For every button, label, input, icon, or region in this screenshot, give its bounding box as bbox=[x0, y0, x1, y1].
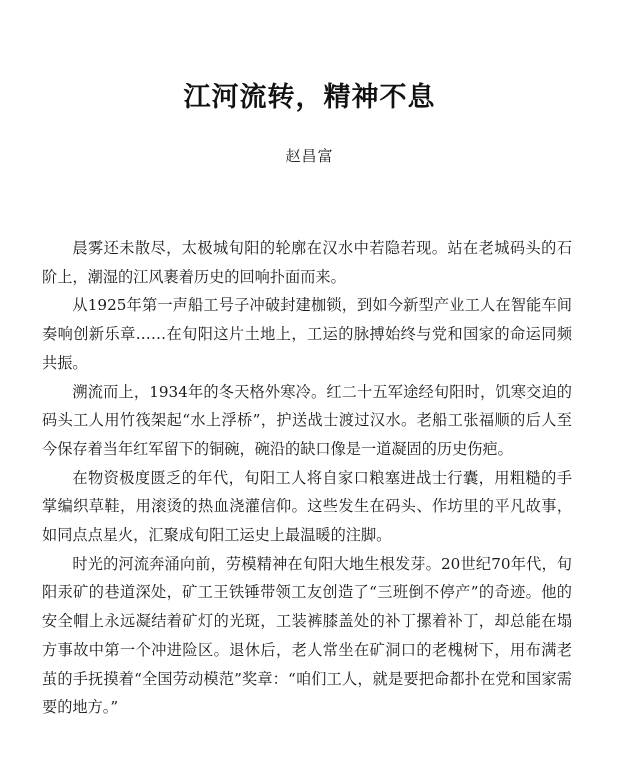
paragraph: 在物资极度匮乏的年代，旬阳工人将自家口粮塞进战士行囊，用粗糙的手掌编织草鞋，用滚烫的热血浇灌信仰。这些发生在码头、作坊里的平凡故事，如同点点星火，汇聚成旬阳工运史上最温暖的注脚。 bbox=[42, 468, 572, 545]
paragraph: 晨雾还未散尽，太极城旬阳的轮廓在汉水中若隐若现。站在老城码头的石阶上，潮湿的江风裹着历史的回响扑面而来。 bbox=[42, 239, 572, 286]
paragraph: 时光的河流奔涌向前，劳模精神在旬阳大地生根发芽。20世纪70年代，旬阳汞矿的巷道深处，矿工王铁锤带领工友创造了“三班倒不停产”的奇迹。他的安全帽上永远凝结着矿灯的光斑，工装裤膝盖处的补丁摞着补丁，却总能在塌方事故中第一个冲进险区。退休后，老人常坐在矿洞口的老槐树下，用布满老茧的手抚摸着“全国劳动模范”奖章：“咱们工人，就是要把命都扑在党和国家需要的地方。” bbox=[42, 554, 572, 717]
article-author: 赵昌富 bbox=[285, 147, 334, 165]
paragraph: 溯流而上，1934年的冬天格外寒冷。红二十五军途经旬阳时，饥寒交迫的码头工人用竹筏架起“水上浮桥”，护送战士渡过汉水。老船工张福顺的后人至今保存着当年红军留下的铜碗，碗沿的缺口像是一道凝固的历史伤疤。 bbox=[42, 382, 572, 458]
article-title: 江河流转，精神不息 bbox=[183, 82, 436, 114]
article-body bbox=[42, 234, 572, 722]
paragraph: 从1925年第一声船工号子冲破封建枷锁，到如今新型产业工人在智能车间奏响创新乐章……在旬阳这片土地上，工运的脉搏始终与党和国家的命运同频共振。 bbox=[42, 296, 572, 372]
